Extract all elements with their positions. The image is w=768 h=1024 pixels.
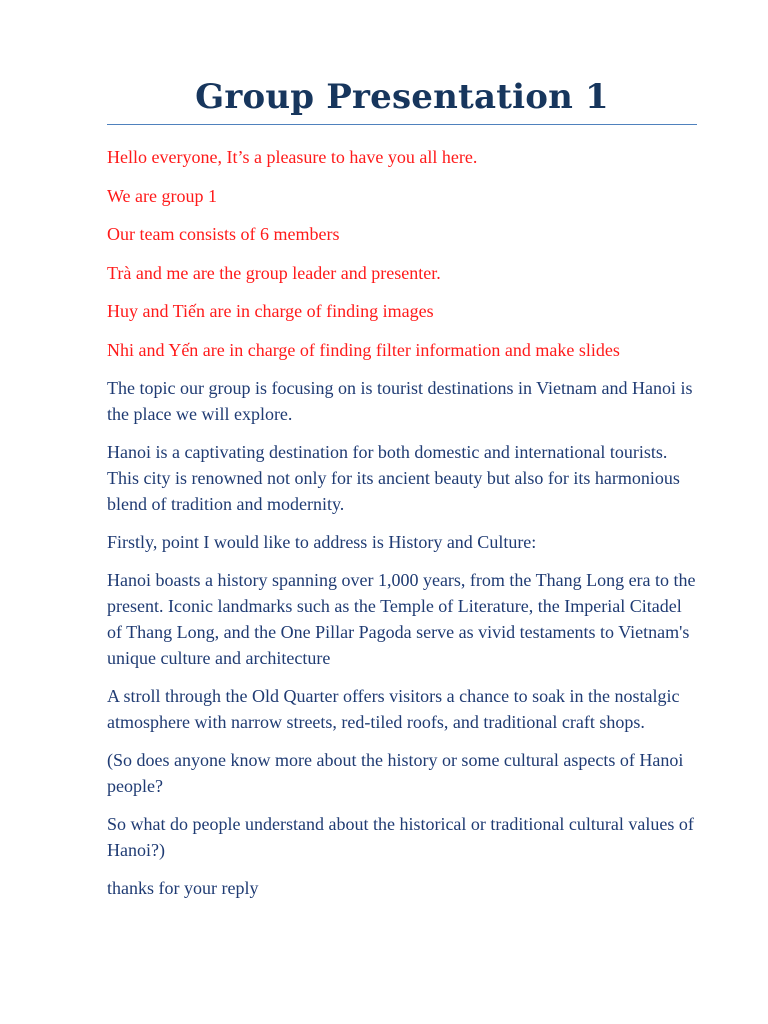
intro-paragraph-members: Our team consists of 6 members [107,224,340,244]
intro-paragraph-slides: Nhi and Yến are in charge of finding filter information and make slides [107,339,620,360]
document-page [107,76,697,913]
intro-paragraph-images: Huy and Tiến are in charge of finding images [107,301,434,321]
body-paragraph-question-values: So what do people understand about the historical or traditional cultural values of Hanoi?) [107,814,694,860]
intro-paragraph-group: We are group 1 [107,185,218,206]
body-paragraph-history-culture-heading: Firstly, point I would like to address is History and Culture: [107,532,537,552]
body-paragraph-thanks: thanks for your reply [107,878,259,898]
body-paragraph-question-history: (So does anyone know more about the history or some cultural aspects of Hanoi people? [107,750,684,796]
intro-paragraph-greeting: Hello everyone, It’s a pleasure to have you all here. [107,147,478,167]
intro-paragraph-leader: Trà and me are the group leader and presenter. [107,262,441,283]
body-paragraph-history: Hanoi boasts a history spanning over 1,000 years, from the Thang Long era to the present. Iconic landmarks such as the Temple of Literature, the Imperial Citadel of Thang Long, and the One Pillar Pagoda serve as vivid testaments to Vietnam's unique culture and architecture [107,570,696,668]
body-paragraph-topic: The topic our group is focusing on is tourist destinations in Vietnam and Hanoi is the place we will explore. [107,378,693,424]
body-paragraph-old-quarter: A stroll through the Old Quarter offers visitors a chance to soak in the nostalgic atmosphere with narrow streets, red-tiled roofs, and traditional craft shops. [107,686,680,732]
body-paragraph-hanoi-destination: Hanoi is a captivating destination for both domestic and international tourists. This city is renowned not only for its ancient beauty but also for its harmonious blend of tradition and modernity. [107,442,680,514]
document-title: Group Presentation 1 [107,76,697,125]
